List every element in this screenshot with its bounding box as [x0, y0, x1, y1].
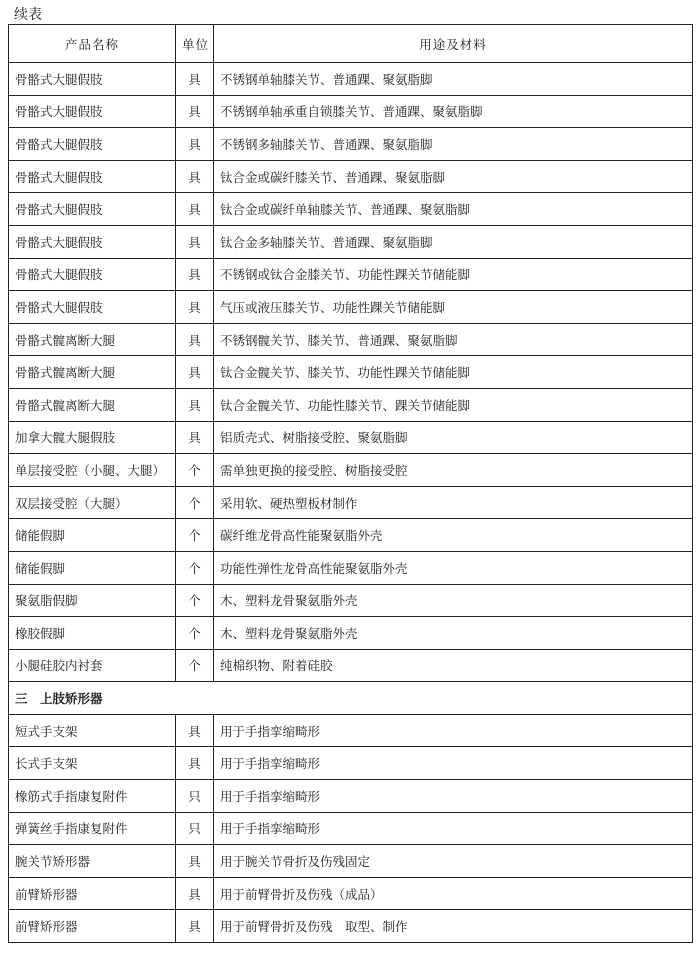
table-row [9, 649, 693, 682]
cell-unit: 具 [176, 747, 214, 780]
cell-product-name: 弹簧丝手指康复附件 [9, 812, 176, 845]
header-product-name: 产品名称 [9, 25, 176, 63]
cell-unit: 具 [176, 845, 214, 878]
cell-unit: 个 [176, 617, 214, 650]
cell-product-name: 骨骼式大腿假肢 [9, 95, 176, 128]
table-row [9, 291, 693, 324]
table-row [9, 584, 693, 617]
cell-usage-material: 用于手指挛缩畸形 [214, 747, 693, 780]
cell-usage-material: 需单独更换的接受腔、树脂接受腔 [214, 454, 693, 487]
table-row [9, 877, 693, 910]
cell-product-name: 腕关节矫形器 [9, 845, 176, 878]
cell-usage-material: 不锈钢或钛合金膝关节、功能性踝关节储能脚 [214, 258, 693, 291]
cell-product-name: 小腿硅胶内衬套 [9, 649, 176, 682]
table-row [9, 454, 693, 487]
cell-usage-material: 钛合金或碳纤膝关节、普通踝、聚氨脂脚 [214, 160, 693, 193]
cell-unit: 具 [176, 128, 214, 161]
cell-unit: 只 [176, 780, 214, 813]
product-table [8, 24, 693, 943]
cell-unit: 具 [176, 258, 214, 291]
cell-usage-material: 不锈钢单轴膝关节、普通踝、聚氨脂脚 [214, 63, 693, 96]
cell-unit: 个 [176, 454, 214, 487]
cell-unit: 个 [176, 519, 214, 552]
table-row [9, 910, 693, 943]
cell-unit: 只 [176, 812, 214, 845]
cell-unit: 个 [176, 649, 214, 682]
cell-unit: 具 [176, 877, 214, 910]
cell-unit: 具 [176, 421, 214, 454]
cell-usage-material: 钛合金髋关节、功能性膝关节、踝关节储能脚 [214, 388, 693, 421]
cell-unit: 个 [176, 551, 214, 584]
table-row [9, 421, 693, 454]
table-row [9, 617, 693, 650]
cell-product-name: 前臂矫形器 [9, 910, 176, 943]
cell-unit: 具 [176, 160, 214, 193]
cell-unit: 具 [176, 225, 214, 258]
cell-unit: 具 [176, 323, 214, 356]
section-row [9, 682, 693, 715]
header-unit: 单位 [176, 25, 214, 63]
cell-product-name: 骨骼式髋离断大腿 [9, 323, 176, 356]
cell-product-name: 短式手支架 [9, 714, 176, 747]
cell-unit: 具 [176, 388, 214, 421]
cell-product-name: 单层接受腔（小腿、大腿） [9, 454, 176, 487]
header-usage-material: 用途及材料 [214, 25, 693, 63]
cell-usage-material: 木、塑料龙骨聚氨脂外壳 [214, 584, 693, 617]
cell-unit: 具 [176, 291, 214, 324]
cell-unit: 具 [176, 910, 214, 943]
table-row [9, 323, 693, 356]
cell-product-name: 储能假脚 [9, 551, 176, 584]
cell-usage-material: 用于前臂骨折及伤残（成品） [214, 877, 693, 910]
section-title: 三 上肢矫形器 [9, 682, 693, 715]
table-row [9, 812, 693, 845]
table-row [9, 714, 693, 747]
cell-usage-material: 气压或液压膝关节、功能性踝关节储能脚 [214, 291, 693, 324]
cell-usage-material: 用于手指挛缩畸形 [214, 714, 693, 747]
cell-usage-material: 钛合金多轴膝关节、普通踝、聚氨脂脚 [214, 225, 693, 258]
table-row [9, 128, 693, 161]
cell-product-name: 橡胶假脚 [9, 617, 176, 650]
table-row [9, 225, 693, 258]
cell-usage-material: 用于腕关节骨折及伤残固定 [214, 845, 693, 878]
cell-product-name: 橡筋式手指康复附件 [9, 780, 176, 813]
table-row [9, 486, 693, 519]
cell-unit: 具 [176, 63, 214, 96]
cell-unit: 具 [176, 95, 214, 128]
table-row [9, 160, 693, 193]
table-row [9, 95, 693, 128]
table-row [9, 747, 693, 780]
cell-usage-material: 用于手指挛缩畸形 [214, 812, 693, 845]
cell-product-name: 骨骼式大腿假肢 [9, 258, 176, 291]
cell-product-name: 骨骼式大腿假肢 [9, 160, 176, 193]
cell-product-name: 骨骼式大腿假肢 [9, 128, 176, 161]
cell-unit: 个 [176, 584, 214, 617]
cell-product-name: 骨骼式髋离断大腿 [9, 356, 176, 389]
table-row [9, 845, 693, 878]
cell-product-name: 聚氨脂假脚 [9, 584, 176, 617]
cell-product-name: 骨骼式大腿假肢 [9, 193, 176, 226]
cell-unit: 具 [176, 193, 214, 226]
cell-product-name: 骨骼式大腿假肢 [9, 225, 176, 258]
table-header-row [9, 25, 693, 63]
cell-product-name: 长式手支架 [9, 747, 176, 780]
table-row [9, 780, 693, 813]
table-row [9, 388, 693, 421]
cell-product-name: 储能假脚 [9, 519, 176, 552]
cell-usage-material: 不锈钢髋关节、膝关节、普通踝、聚氨脂脚 [214, 323, 693, 356]
table-caption: 续表 [14, 7, 42, 23]
cell-product-name: 骨骼式大腿假肢 [9, 291, 176, 324]
cell-product-name: 加拿大髋大腿假肢 [9, 421, 176, 454]
cell-usage-material: 铝质壳式、树脂接受腔、聚氨脂脚 [214, 421, 693, 454]
cell-usage-material: 采用软、硬热塑板材制作 [214, 486, 693, 519]
cell-usage-material: 木、塑料龙骨聚氨脂外壳 [214, 617, 693, 650]
cell-product-name: 骨骼式大腿假肢 [9, 63, 176, 96]
table-row [9, 258, 693, 291]
table-row [9, 356, 693, 389]
cell-unit: 具 [176, 714, 214, 747]
cell-usage-material: 用于前臂骨折及伤残 取型、制作 [214, 910, 693, 943]
cell-product-name: 骨骼式髋离断大腿 [9, 388, 176, 421]
table-row [9, 193, 693, 226]
cell-usage-material: 功能性弹性龙骨高性能聚氨脂外壳 [214, 551, 693, 584]
cell-product-name: 前臂矫形器 [9, 877, 176, 910]
cell-usage-material: 用于手指挛缩畸形 [214, 780, 693, 813]
cell-usage-material: 不锈钢单轴承重自锁膝关节、普通踝、聚氨脂脚 [214, 95, 693, 128]
table-row [9, 551, 693, 584]
cell-usage-material: 钛合金髋关节、膝关节、功能性踝关节储能脚 [214, 356, 693, 389]
table-row [9, 63, 693, 96]
cell-unit: 具 [176, 356, 214, 389]
table-row [9, 519, 693, 552]
cell-usage-material: 碳纤维龙骨高性能聚氨脂外壳 [214, 519, 693, 552]
cell-product-name: 双层接受腔（大腿） [9, 486, 176, 519]
cell-unit: 个 [176, 486, 214, 519]
cell-usage-material: 钛合金或碳纤单轴膝关节、普通踝、聚氨脂脚 [214, 193, 693, 226]
cell-usage-material: 纯棉织物、附着硅胶 [214, 649, 693, 682]
cell-usage-material: 不锈钢多轴膝关节、普通踝、聚氨脂脚 [214, 128, 693, 161]
